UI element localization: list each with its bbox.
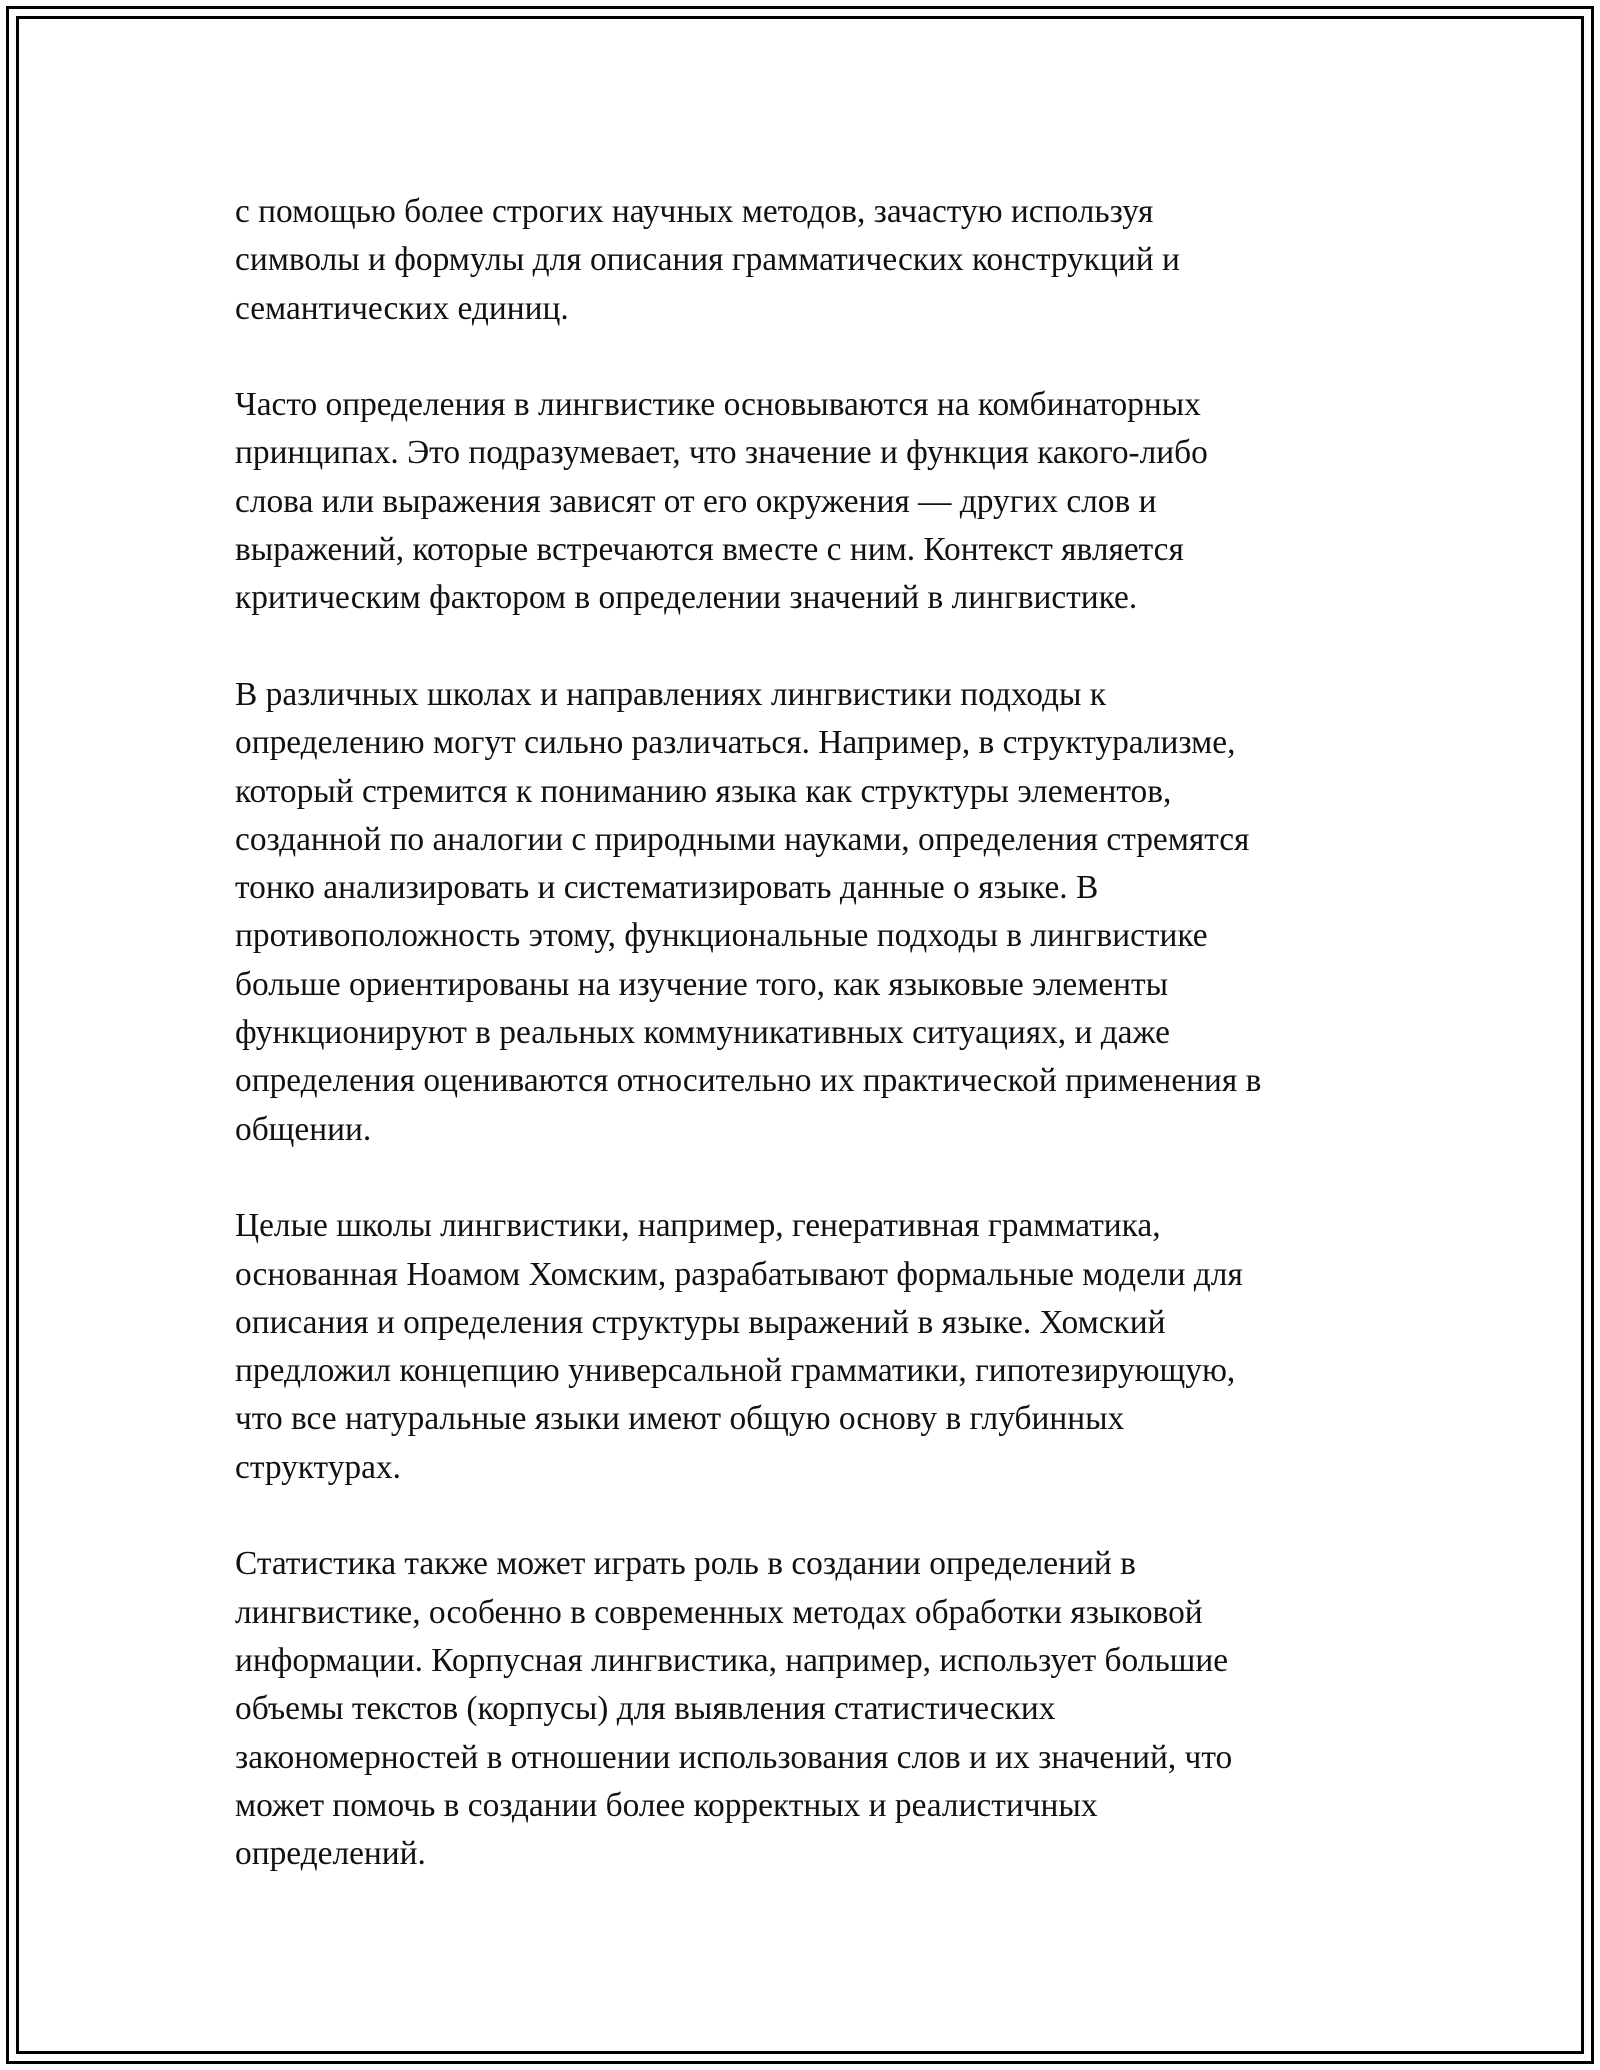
document-body bbox=[235, 188, 1365, 1927]
paragraph-4: Целые школы лингвистики, например, генеративная грамматика, основанная Ноамом Хомским, разрабатывают формальные модели для описания и определения структуры выражений в языке. Хомский предложил концепцию универсальной грамматики, гипотезирующую, что все натуральные языки имеют общую основу в глубинных структурах. bbox=[235, 1207, 1243, 1486]
paragraph-1: с помощью более строгих научных методов, зачастую используя символы и формулы для описания грамматических конструкций и семантических единиц. bbox=[235, 193, 1180, 327]
paragraph-2: Часто определения в лингвистике основываются на комбинаторных принципах. Это подразумевает, что значение и функция какого-либо слова или выражения зависят от его окружения — других слов и выражений, которые встречаются вместе с ним. Контекст является критическим фактором в определении значений в лингвистике. bbox=[235, 386, 1208, 617]
paragraph-3: В различных школах и направлениях лингвистики подходы к определению могут сильно различаться. Например, в структурализме, который стремится к пониманию языка как структуры элементов, созданной по аналогии с природными науками, определения стремятся тонко анализировать и систематизировать данные о языке. В противоположность этому, функциональные подходы в лингвистике больше ориентированы на изучение того, как языковые элементы функционируют в реальных коммуникативных ситуациях, и даже определения оцениваются относительно их практической применения в общении. bbox=[235, 675, 1262, 1148]
paragraph-5: Статистика также может играть роль в создании определений в лингвистике, особенно в современных методах обработки языковой информации. Корпусная лингвистика, например, использует большие объемы текстов (корпусы) для выявления статистических закономерностей в отношении использования слов и их значений, что может помочь в создании более корректных и реалистичных определений. bbox=[235, 1545, 1233, 1873]
